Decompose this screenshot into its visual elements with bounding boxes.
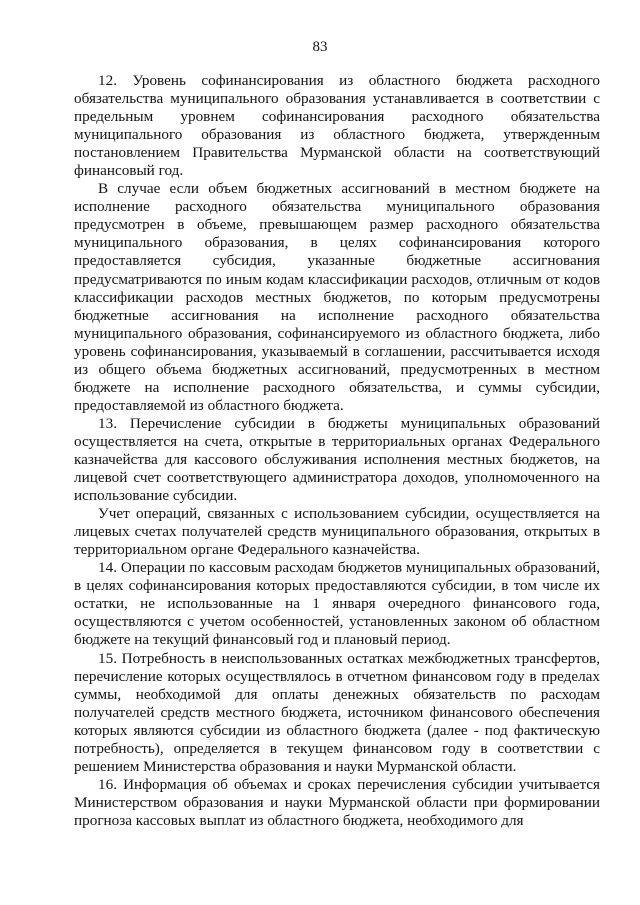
paragraph-14: 14. Операции по кассовым расходам бюджетов муниципальных образований, в целях софинансирования которых предоставляются субсидии, в том числе их остатки, не использованные на 1 января очередного финансового года, осуществляются с учетом особенностей, установленных законом об областном бюджете на текущий финансовый год и плановый период. [74,559,600,649]
paragraph-15: 15. Потребность в неиспользованных остатках межбюджетных трансфертов, перечисление которых осуществлялось в отчетном финансовом году в пределах суммы, необходимой для оплаты денежных обязательств по расходам получателей средств местного бюджета, источником финансового обеспечения которых являются субсидии из областного бюджета (далее - под фактическую потребность), определяется в текущем финансовом году в соответствии с решением Министерства образования и науки Мурманской области. [74,649,600,775]
paragraph-12: 12. Уровень софинансирования из областного бюджета расходного обязательства муниципального образования устанавливается в соответствии с предельным уровнем софинансирования расходного обязательства муниципального образования из областного бюджета, утвержденным постановлением Правительства Мурманской области на соответствующий финансовый год. [74,72,600,180]
paragraph-13-continued: Учет операций, связанных с использованием субсидии, осуществляется на лицевых счетах получателей средств муниципального образования, открытых в территориальном органе Федерального казначейства. [74,505,600,559]
page-number: 83 [312,39,328,55]
paragraph-16: 16. Информация об объемах и сроках перечисления субсидии учитывается Министерством образования и науки Мурманской области при формировании прогноза кассовых выплат из областного бюджета, необходимого для [74,775,600,829]
paragraph-13: 13. Перечисление субсидии в бюджеты муниципальных образований осуществляется на счета, открытые в территориальных органах Федерального казначейства для кассового обслуживания исполнения местных бюджетов, на лицевой счет соответствующего администратора доходов, уполномоченного на использование субсидии. [74,414,600,505]
document-body [74,72,600,830]
paragraph-12-continued: В случае если объем бюджетных ассигнований в местном бюджете на исполнение расходного обязательства муниципального образования предусмотрен в объеме, превышающем размер расходного обязательства муниципального образования, в целях софинансирования которого предоставляется субсидия, указанные бюджетные ассигнования предусматриваются по иным кодам классификации расходов, отличным от кодов классификации расходов местных бюджетов, по которым предусмотрены бюджетные ассигнования на исполнение расходного обязательства муниципального образования, софинансируемого из областного бюджета, либо уровень софинансирования, указываемый в соглашении, рассчитывается исходя из общего объема бюджетных ассигнований, предусмотренных в местном бюджете на исполнение расходного обязательства, и суммы субсидии, предоставляемой из областного бюджета. [74,180,600,414]
